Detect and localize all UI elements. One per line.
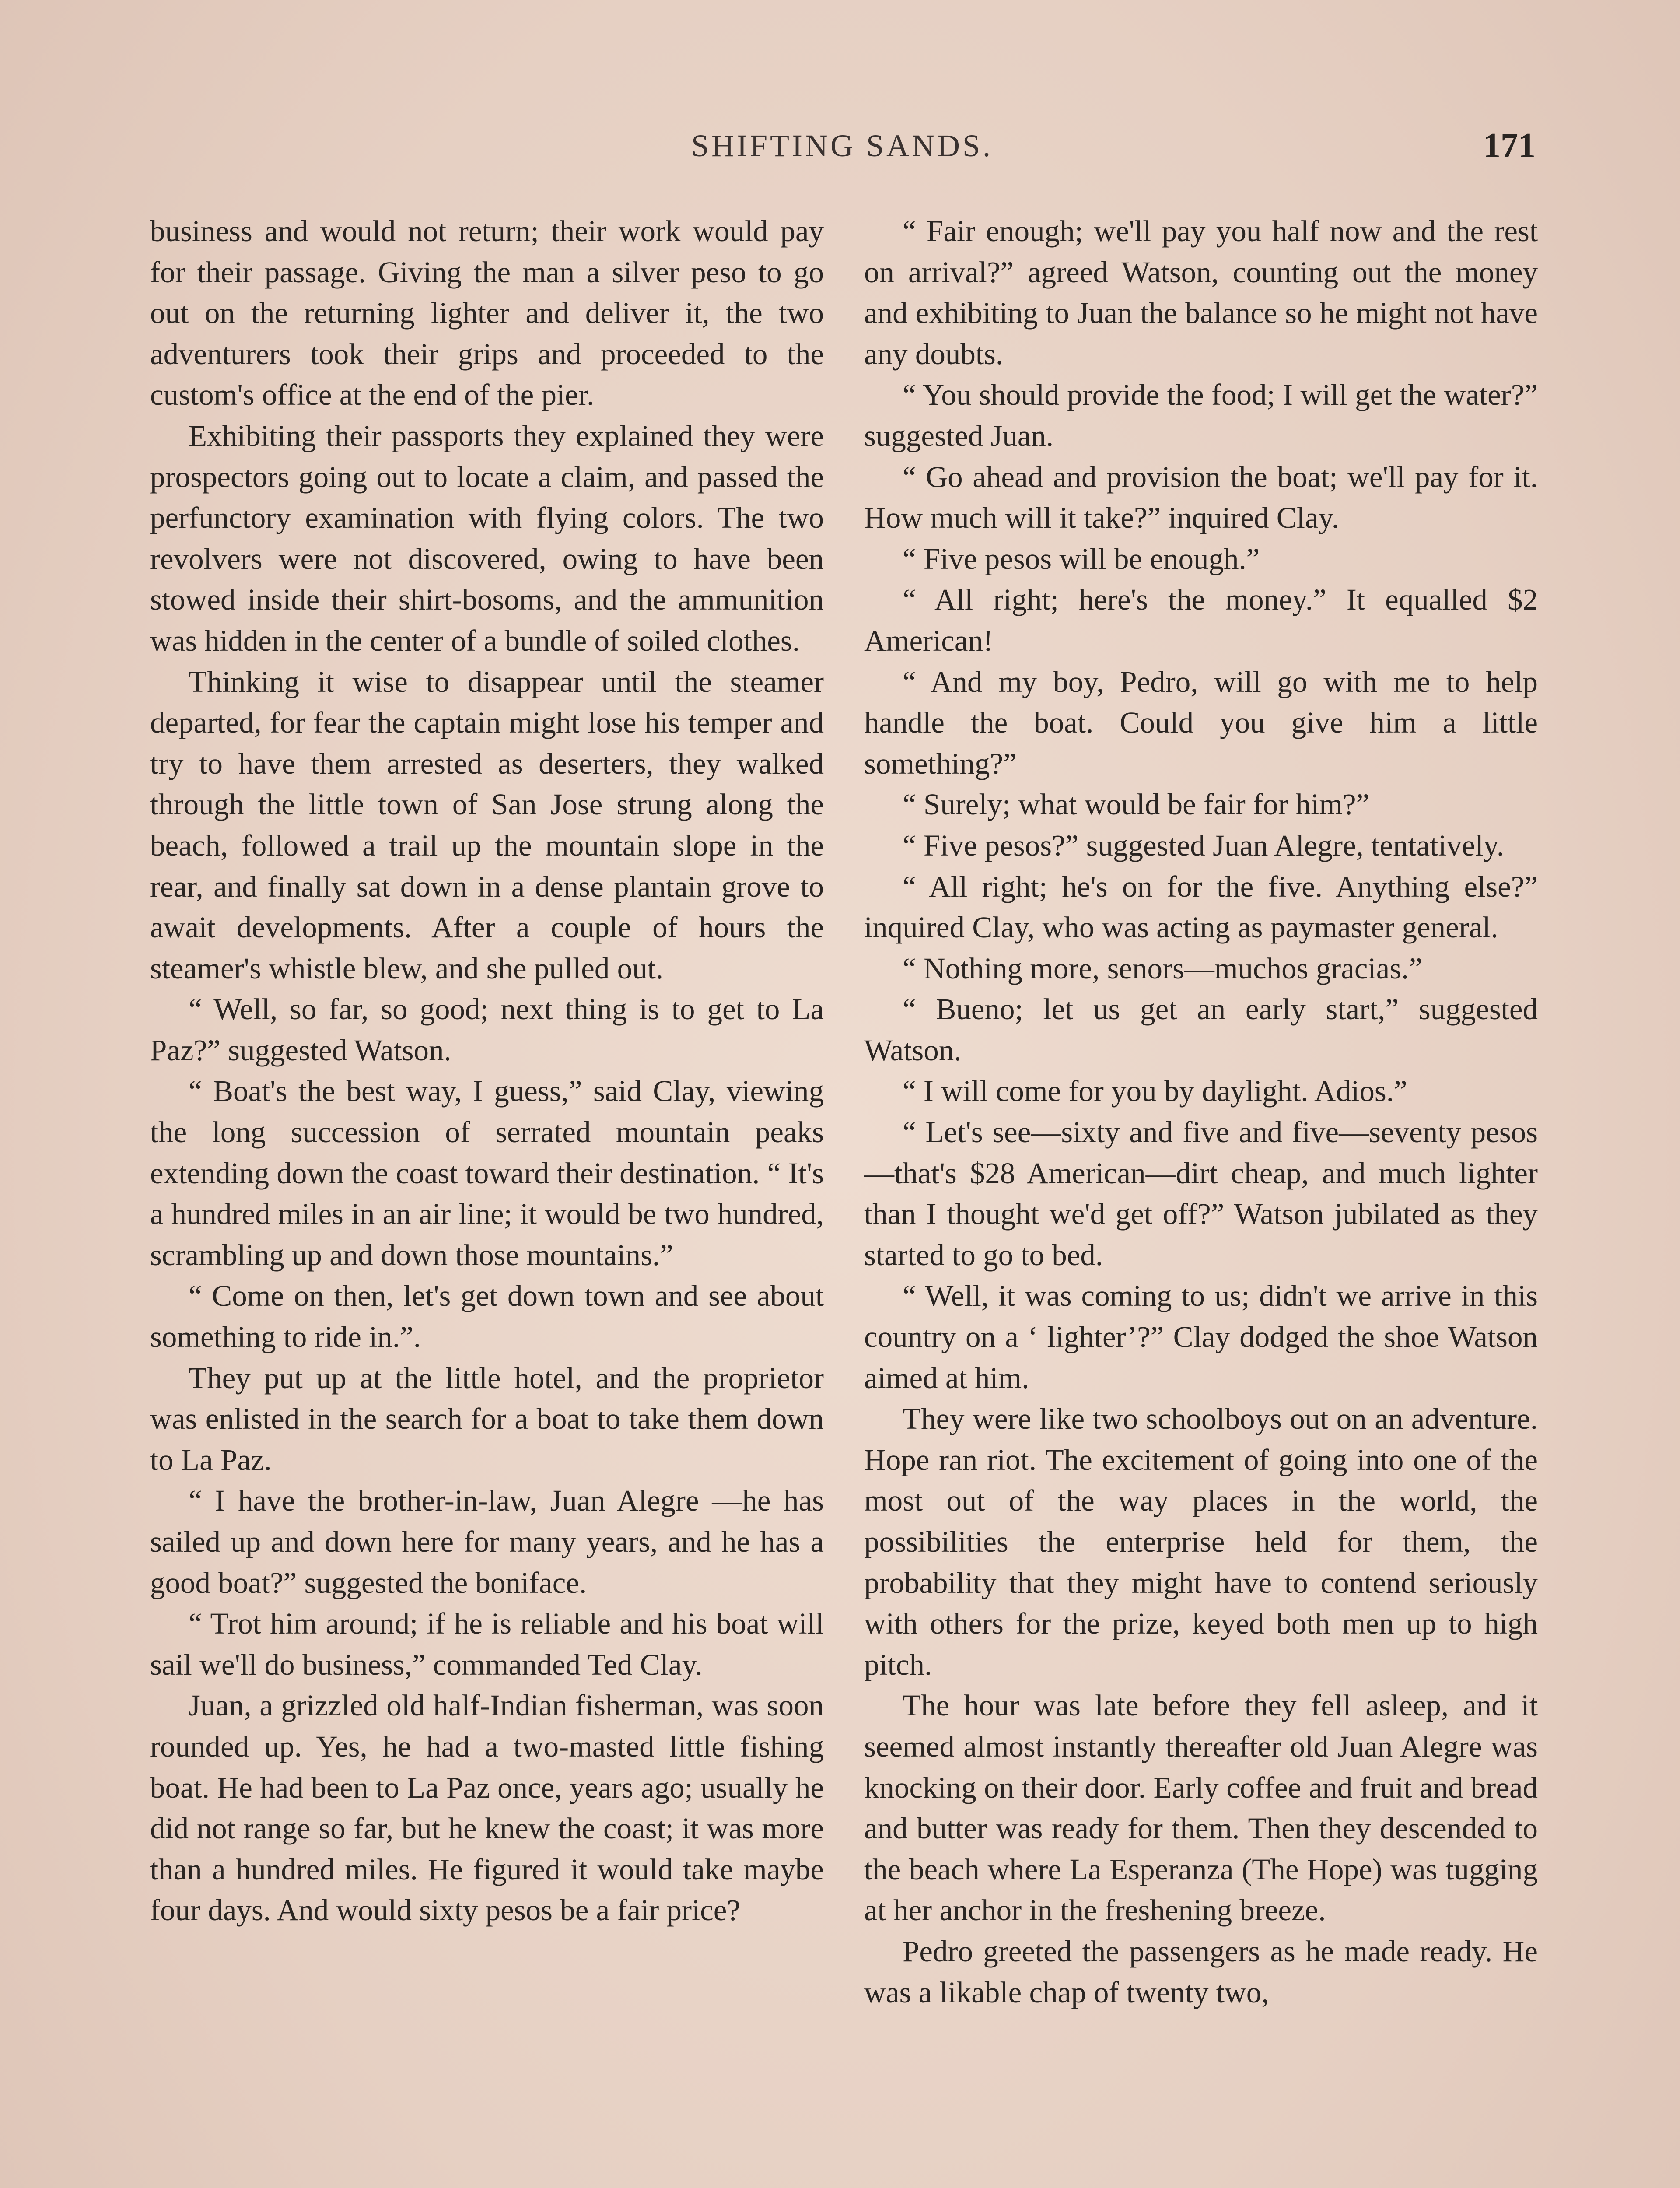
paragraph: “ And my boy, Pedro, will go with me to help handle the boat. Could you give him a little something?” xyxy=(864,665,1538,780)
paragraph: “ Boat's the best way, I guess,” said Clay, viewing the long succession of serrated mountain peaks extending down the coast toward their destination. “ It's a hundred miles in an air line; it would be two hundred, scrambling up and down those mountains.” xyxy=(150,1074,824,1272)
paragraph: “ Trot him around; if he is reliable and his boat will sail we'll do business,” commanded Ted Clay. xyxy=(150,1607,824,1681)
paragraph: The hour was late before they fell asleep, and it seemed almost instantly thereafter old Juan Alegre was knocking on their door. Early coffee and fruit and bread and butter was ready for them. Then they descended to the beach where La Esperanza (The Hope) was tugging at her anchor in the freshening breeze. xyxy=(864,1689,1538,1927)
page-number: 171 xyxy=(1483,126,1536,165)
paragraph: “ All right; he's on for the five. Anything else?” inquired Clay, who was acting as paymaster general. xyxy=(864,870,1538,944)
paragraph: “ Five pesos will be enough.” xyxy=(903,542,1260,575)
paragraph: “ Bueno; let us get an early start,” suggested Watson. xyxy=(864,992,1538,1067)
paragraph: “ Let's see—sixty and five and five—seventy pesos—that's $28 American—dirt cheap, and much lighter than I thought we'd get off?” Watson jubilated as they started to go to bed. xyxy=(864,1115,1538,1272)
left-column xyxy=(150,211,824,1931)
paragraph: “ Nothing more, senors—muchos gracias.” xyxy=(903,951,1423,985)
paragraph: business and would not return; their work would pay for their passage. Giving the man a silver peso to go out on the returning lighter and deliver it, the two adventurers took their grips and proceeded to the custom's office at the end of the pier. xyxy=(150,214,824,412)
paragraph: “ I have the brother-in-law, Juan Alegre —he has sailed up and down here for many years, and he has a good boat?” suggested the boniface. xyxy=(150,1484,824,1599)
paragraph: “ Come on then, let's get down town and see about something to ride in.”. xyxy=(150,1279,824,1354)
paragraph: “ Well, it was coming to us; didn't we arrive in this country on a ‘ lighter’?” Clay dodged the shoe Watson aimed at him. xyxy=(864,1279,1538,1395)
paragraph: “ Well, so far, so good; next thing is to get to La Paz?” suggested Watson. xyxy=(150,992,824,1067)
paragraph: They were like two schoolboys out on an adventure. Hope ran riot. The excitement of going into one of the most out of the way places in the world, the possibilities the enterprise held for them, the probability that they might have to contend seriously with others for the prize, keyed both men up to high pitch. xyxy=(864,1402,1538,1681)
paragraph: Pedro greeted the passengers as he made ready. He was a likable chap of twenty two, xyxy=(864,1934,1538,2009)
paragraph: “ Surely; what would be fair for him?” xyxy=(903,788,1370,821)
paragraph: “ Five pesos?” suggested Juan Alegre, tentatively. xyxy=(903,828,1505,862)
paragraph: “ Go ahead and provision the boat; we'll pay for it. How much will it take?” inquired Clay. xyxy=(864,460,1538,535)
paragraph: “ You should provide the food; I will get the water?” suggested Juan. xyxy=(864,378,1538,452)
paragraph: “ I will come for you by daylight. Adios.” xyxy=(903,1074,1407,1108)
paragraph: Exhibiting their passports they explained they were prospectors going out to locate a claim, and passed the perfunctory examination with flying colors. The two revolvers were not discovered, owing to have been stowed inside their shirt-bosoms, and the ammunition was hidden in the center of a bundle of soiled clothes. xyxy=(150,419,824,657)
running-title: SHIFTING SANDS. xyxy=(691,128,994,163)
right-column xyxy=(864,211,1538,2013)
paragraph: “ Fair enough; we'll pay you half now and the rest on arrival?” agreed Watson, counting out the money and exhibiting to Juan the balance so he might not have any doubts. xyxy=(864,214,1538,371)
page-header xyxy=(149,128,1536,172)
paragraph: They put up at the little hotel, and the proprietor was enlisted in the search for a boat to take them down to La Paz. xyxy=(150,1361,824,1476)
paragraph: Thinking it wise to disappear until the steamer departed, for fear the captain might lose his temper and try to have them arrested as deserters, they walked through the little town of San Jose strung along the beach, followed a trail up the mountain slope in the rear, and finally sat down in a dense plantain grove to await developments. After a couple of hours the steamer's whistle blew, and she pulled out. xyxy=(150,665,824,985)
paragraph: Juan, a grizzled old half-Indian fisherman, was soon rounded up. Yes, he had a two-masted little fishing boat. He had been to La Paz once, years ago; usually he did not range so far, but he knew the coast; it was more than a hundred miles. He figured it would take maybe four days. And would sixty pesos be a fair price? xyxy=(150,1689,824,1927)
paragraph: “ All right; here's the money.” It equalled $2 American! xyxy=(864,583,1538,657)
